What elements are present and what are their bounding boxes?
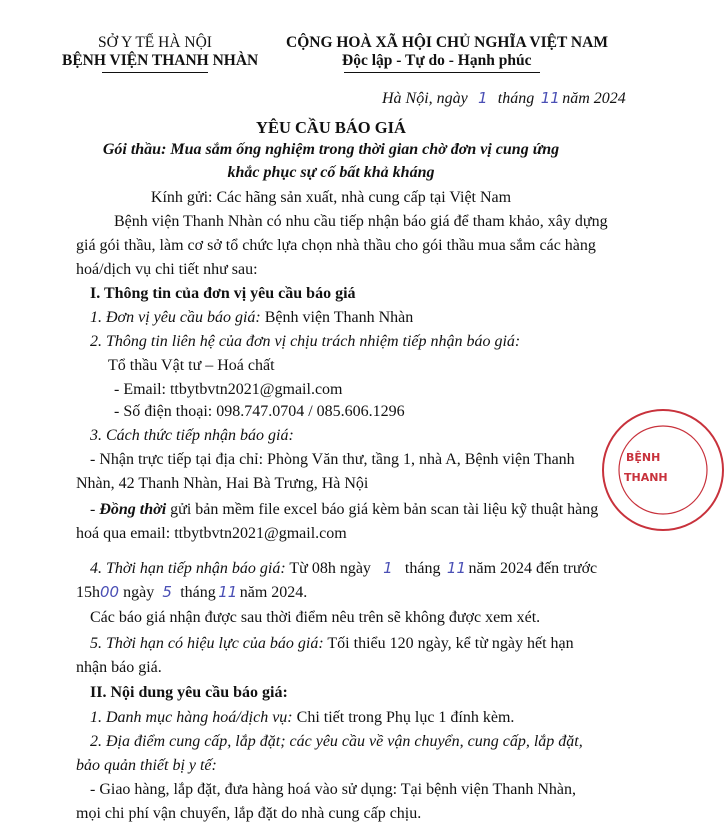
deadline-end-day: 5 [162,583,172,601]
stamp-outer-ring [603,410,723,530]
stamp-inner-ring [619,426,707,514]
receive-line2: Nhàn, 42 Thanh Nhàn, Hai Bà Trưng, Hà Nội [76,475,369,492]
s1-item2: 2. Thông tin liên hệ của đơn vị chịu trách nhiệm tiếp nhận báo giá: [90,333,521,350]
intro-line2: giá gói thầu, làm cơ sở tổ chức lựa chọn nhà thầu cho gói thầu mua sắm các hàng [76,237,596,254]
document-title: YÊU CẦU BÁO GIÁ [256,118,406,137]
s1-item5: 5. Thời hạn có hiệu lực của báo giá: Tối thiểu 120 ngày, kể từ ngày hết hạn [90,635,574,652]
deadline-minute: 00 [100,583,120,601]
section1-heading: I. Thông tin của đơn vị yêu cầu báo giá [90,285,356,302]
package-name-line2: khắc phục sự cố bất khả kháng [227,164,435,181]
s2-item1: 1. Danh mục hàng hoá/dịch vụ: Chi tiết trong Phụ lục 1 đính kèm. [90,709,515,726]
issuer-underline [102,72,208,73]
deadline-start-month: 11 [446,559,467,577]
intro-line3: hoá/dịch vụ chi tiết như sau: [76,261,258,278]
s1-item3: 3. Cách thức tiếp nhận báo giá: [90,427,294,444]
intro-line1: Bệnh viện Thanh Nhàn có nhu cầu tiếp nhận báo giá để tham khảo, xây dựng [114,213,608,230]
recipient: Kính gửi: Các hãng sản xuất, nhà cung cấp tại Việt Nam [150,189,512,206]
hospital-stamp [598,405,728,535]
s1-item4-line1: 4. Thời hạn tiếp nhận báo giá: Từ 08h ngày 1 tháng 11 năm 2024 đến trước [90,559,598,577]
also-send-line1: - Đồng thời gửi bản mềm file excel báo giá kèm bản scan tài liệu kỹ thuật hàng [90,501,599,518]
contact-phone: - Số điện thoại: 098.747.0704 / 085.606.1296 [114,403,405,420]
stamp-text-top: BỆNH [626,451,661,464]
date-day: 1 [478,89,488,107]
contact-unit: Tổ thầu Vật tư – Hoá chất [108,357,275,374]
contact-email: - Email: ttbytbvtn2021@gmail.com [114,381,343,398]
s1-item1: 1. Đơn vị yêu cầu báo giá: Bệnh viện Thanh Nhàn [90,309,414,326]
package-name-line1: Gói thầu: Mua sắm ống nghiệm trong thời gian chờ đơn vị cung ứng [102,141,560,158]
section2-heading: II. Nội dung yêu cầu báo giá: [90,684,288,701]
also-send-line2: hoá qua email: ttbytbvtn2021@gmail.com [76,525,347,542]
deadline-end-month: 11 [218,583,238,601]
s2-item2-line2: bảo quản thiết bị y tế: [76,757,217,774]
receive-line1: - Nhận trực tiếp tại địa chỉ: Phòng Văn thư, tầng 1, nhà A, Bệnh viện Thanh [90,451,575,468]
s1-item4-line2: 15h00 ngày 5 tháng 11 năm 2024. [76,583,308,601]
national-title: CỘNG HOÀ XÃ HỘI CHỦ NGHĨA VIỆT NAM [286,34,608,51]
delivery-line2: mọi chi phí vận chuyển, lắp đặt do nhà cung cấp chịu. [76,805,422,822]
deadline-start-day: 1 [383,559,393,577]
issuer-hospital: BỆNH VIỆN THANH NHÀN [62,52,259,69]
motto-underline [344,72,540,73]
document-date: Hà Nội, ngày 1 tháng 11 năm 2024 [382,89,626,107]
date-month: 11 [540,89,560,107]
issuer-department: SỞ Y TẾ HÀ NỘI [98,34,212,51]
national-motto: Độc lập - Tự do - Hạnh phúc [342,52,532,69]
s1-item5-line2: nhận báo giá. [76,659,162,676]
stamp-text-mid: THANH [624,471,668,484]
s2-item2-line1: 2. Địa điểm cung cấp, lắp đặt; các yêu cầu về vận chuyển, cung cấp, lắp đặt, [90,733,583,750]
late-note: Các báo giá nhận được sau thời điểm nêu trên sẽ không được xem xét. [90,609,541,626]
delivery-line1: - Giao hàng, lắp đặt, đưa hàng hoá vào sử dụng: Tại bệnh viện Thanh Nhàn, [90,781,576,798]
